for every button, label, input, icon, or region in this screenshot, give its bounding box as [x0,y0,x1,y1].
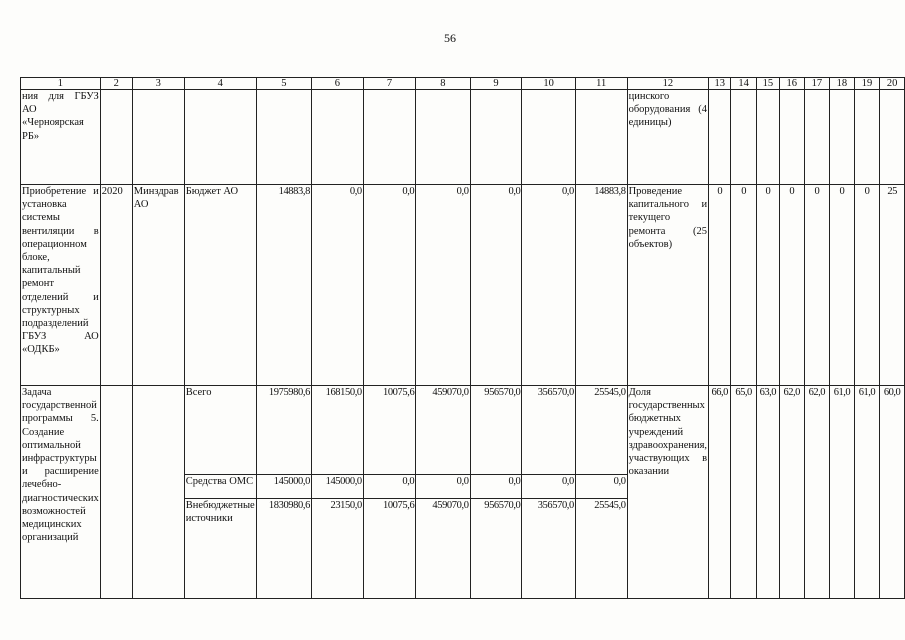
funding-source-cell: Всего [184,386,256,475]
header-cell: 19 [854,78,879,90]
amount-cell: 956570,0 [470,499,522,599]
amount-cell: 459070,0 [416,386,470,475]
amount-cell: 0,0 [575,475,627,499]
amount-cell: 0,0 [470,185,522,386]
table-row [21,90,905,185]
table-row-total [21,386,905,475]
amount-cell: 356570,0 [522,499,575,599]
header-cell: 4 [184,78,256,90]
amount-cell: 0,0 [522,475,575,499]
header-cell: 17 [804,78,829,90]
page-number: 56 [444,31,456,45]
header-cell: 10 [522,78,575,90]
task-name-cell: Задача государственной программы 5. Создание оптимальной инфраструктуры и расширение лечебно-диагностических возможностей медицинских организаций [21,386,101,599]
amount-cell: 956570,0 [470,386,522,475]
indicator-cell: 0 [779,185,804,386]
result-cell: Доля государственных бюджетных учреждений здравоохранения, участвующих в оказании [627,386,708,599]
amount-cell: 168150,0 [311,386,363,475]
indicator-cell: 65,0 [731,386,756,599]
indicator-cell: 0 [731,185,756,386]
result-cell: цинского оборудования (4 единицы) [627,90,708,185]
executor-cell: Минздрав АО [132,185,184,386]
indicator-cell: 62,0 [779,386,804,599]
header-cell: 16 [779,78,804,90]
header-cell: 9 [470,78,522,90]
indicator-cell: 0 [756,185,779,386]
amount-cell: 1830980,6 [256,499,311,599]
header-cell: 12 [627,78,708,90]
amount-cell: 25545,0 [575,386,627,475]
amount-cell: 459070,0 [416,499,470,599]
indicator-cell: 0 [830,185,855,386]
indicator-cell: 0 [709,185,731,386]
header-cell: 1 [21,78,101,90]
indicator-cell: 60,0 [880,386,905,599]
indicator-cell: 63,0 [756,386,779,599]
amount-cell: 25545,0 [575,499,627,599]
indicator-cell: 0 [804,185,829,386]
amount-cell: 356570,0 [522,386,575,475]
header-row [21,78,905,90]
amount-cell: 0,0 [416,185,470,386]
amount-cell: 0,0 [363,475,416,499]
indicator-cell: 62,0 [804,386,829,599]
indicator-cell: 66,0 [709,386,731,599]
amount-cell: 14883,8 [256,185,311,386]
funding-source-cell: Внебюджетные источники [184,499,256,599]
header-cell: 6 [311,78,363,90]
header-cell: 5 [256,78,311,90]
funding-source-cell: Средства ОМС [184,475,256,499]
amount-cell: 10075,6 [363,386,416,475]
activity-name-cell: ния для ГБУЗ АО «Черноярская РБ» [21,90,101,185]
amount-cell: 14883,8 [575,185,627,386]
amount-cell: 0,0 [522,185,575,386]
indicator-cell: 0 [854,185,879,386]
year-cell: 2020 [100,185,132,386]
amount-cell: 145000,0 [256,475,311,499]
header-cell: 11 [575,78,627,90]
header-cell: 2 [100,78,132,90]
amount-cell: 23150,0 [311,499,363,599]
header-cell: 20 [880,78,905,90]
header-cell: 8 [416,78,470,90]
header-cell: 13 [709,78,731,90]
indicator-cell: 61,0 [854,386,879,599]
result-cell: Проведение капитального и текущего ремонта (25 объектов) [627,185,708,386]
amount-cell: 0,0 [311,185,363,386]
table-row [21,185,905,386]
header-cell: 14 [731,78,756,90]
header-cell: 15 [756,78,779,90]
activity-name-cell: Приобретение и установка системы вентиляции в операционном блоке, капитальный ремонт отделений и структурных подразделений ГБУЗ АО «ОДКБ» [21,185,101,386]
header-cell: 3 [132,78,184,90]
program-table [20,77,905,599]
funding-source-cell: Бюджет АО [184,185,256,386]
amount-cell: 145000,0 [311,475,363,499]
indicator-cell: 61,0 [830,386,855,599]
amount-cell: 0,0 [363,185,416,386]
header-cell: 18 [830,78,855,90]
amount-cell: 0,0 [416,475,470,499]
amount-cell: 10075,6 [363,499,416,599]
amount-cell: 0,0 [470,475,522,499]
amount-cell: 1975980,6 [256,386,311,475]
header-cell: 7 [363,78,416,90]
indicator-cell: 25 [880,185,905,386]
